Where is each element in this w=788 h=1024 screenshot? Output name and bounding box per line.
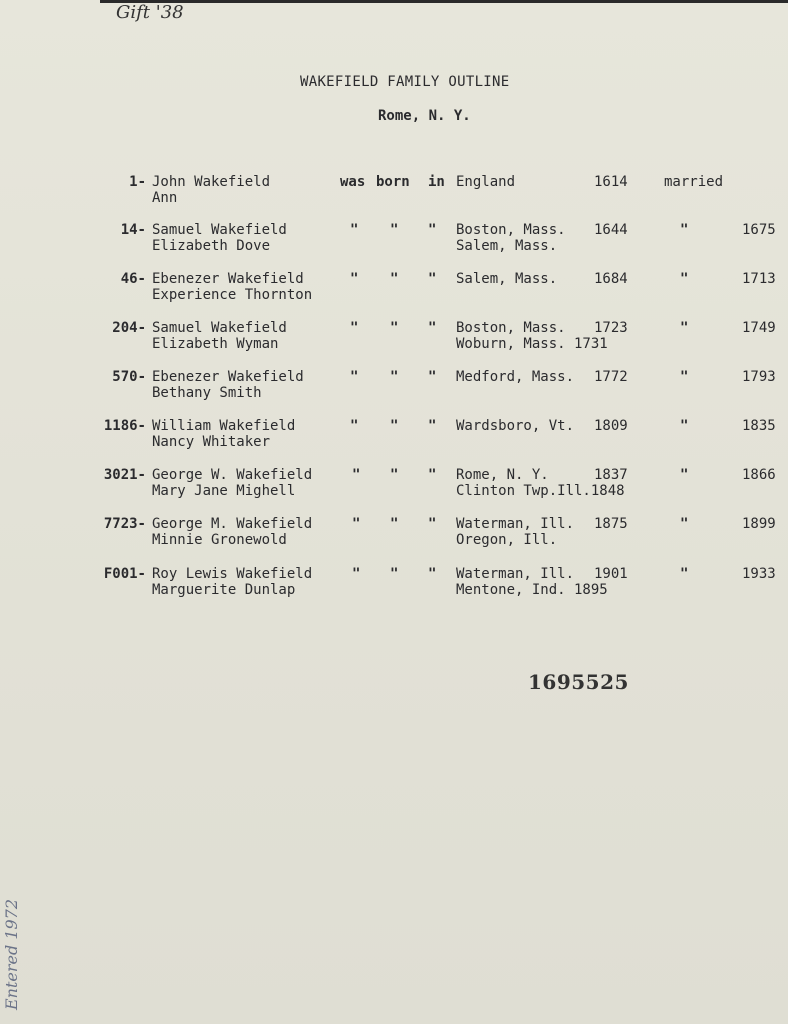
- column-was: was: [340, 174, 366, 190]
- column-born: born: [376, 174, 410, 190]
- entry-place: Waterman, Ill.: [456, 516, 575, 532]
- ditto-mark: ": [680, 418, 689, 434]
- entry-number: 570-: [112, 369, 146, 385]
- entry-married-year: 1899: [742, 516, 776, 532]
- entry-name: John Wakefield: [152, 174, 271, 190]
- entry-spouse: Ann: [152, 190, 178, 206]
- entry-spouse: Minnie Gronewold: [152, 532, 287, 548]
- entry-year: 1809: [594, 418, 628, 434]
- reference-number: 1695525: [528, 670, 629, 694]
- ditto-mark: ": [428, 320, 437, 336]
- page-subtitle: Rome, N. Y.: [378, 108, 471, 124]
- ditto-mark: ": [428, 271, 437, 287]
- ditto-mark: ": [680, 516, 689, 532]
- entry-married-year: 1749: [742, 320, 776, 336]
- entry-place: Wardsboro, Vt.: [456, 418, 575, 434]
- entry-number: 1-: [129, 174, 146, 190]
- entry-spouse-place: Oregon, Ill.: [456, 532, 558, 548]
- entry-spouse: Marguerite Dunlap: [152, 582, 296, 598]
- entry-number: 1186-: [103, 418, 146, 434]
- entry-spouse: Elizabeth Dove: [152, 238, 271, 254]
- entry-year: 1684: [594, 271, 628, 287]
- entry-number: 14-: [120, 222, 146, 238]
- entry-spouse-place: Salem, Mass.: [456, 238, 558, 254]
- entry-name: Samuel Wakefield: [152, 222, 287, 238]
- ditto-mark: ": [680, 271, 689, 287]
- entry-name: William Wakefield: [152, 418, 296, 434]
- ditto-mark: ": [428, 566, 437, 582]
- column-in: in: [428, 174, 445, 190]
- ditto-mark: ": [390, 222, 399, 238]
- entry-number: 204-: [112, 320, 146, 336]
- ditto-mark: ": [680, 222, 689, 238]
- entry-name: Ebenezer Wakefield: [152, 369, 304, 385]
- ditto-mark: ": [350, 320, 359, 336]
- entry-place: Boston, Mass.: [456, 320, 566, 336]
- entry-spouse-place: Woburn, Mass. 1731: [456, 336, 608, 352]
- ditto-mark: ": [390, 320, 399, 336]
- top-border-line: [100, 0, 788, 3]
- entry-spouse: Mary Jane Mighell: [152, 483, 296, 499]
- entry-year: 1723: [594, 320, 628, 336]
- column-married: married: [664, 174, 724, 190]
- entry-married-year: 1933: [742, 566, 776, 582]
- ditto-mark: ": [390, 566, 399, 582]
- page-title: WAKEFIELD FAMILY OUTLINE: [300, 74, 510, 90]
- ditto-mark: ": [680, 320, 689, 336]
- entry-place: Boston, Mass.: [456, 222, 566, 238]
- ditto-mark: ": [350, 271, 359, 287]
- entry-year: 1901: [594, 566, 628, 582]
- ditto-mark: ": [390, 467, 399, 483]
- handwritten-accession-note: Gift '38: [116, 2, 184, 23]
- ditto-mark: ": [352, 566, 361, 582]
- entry-number: 3021-: [103, 467, 146, 483]
- entry-year: 1772: [594, 369, 628, 385]
- ditto-mark: ": [428, 467, 437, 483]
- entry-spouse-place: Clinton Twp.Ill.1848: [456, 483, 625, 499]
- entry-place: Medford, Mass.: [456, 369, 575, 385]
- entry-place: Rome, N. Y.: [456, 467, 549, 483]
- entry-number: 7723-: [103, 516, 146, 532]
- handwritten-margin-note: Entered 1972: [2, 898, 21, 1010]
- entry-name: Roy Lewis Wakefield: [152, 566, 313, 582]
- entry-year: 1644: [594, 222, 628, 238]
- entry-married-year: 1713: [742, 271, 776, 287]
- entry-name: George M. Wakefield: [152, 516, 313, 532]
- ditto-mark: ": [428, 222, 437, 238]
- ditto-mark: ": [390, 369, 399, 385]
- entry-spouse: Experience Thornton: [152, 287, 313, 303]
- ditto-mark: ": [390, 418, 399, 434]
- ditto-mark: ": [428, 369, 437, 385]
- ditto-mark: ": [350, 369, 359, 385]
- entry-place: Salem, Mass.: [456, 271, 558, 287]
- ditto-mark: ": [350, 418, 359, 434]
- ditto-mark: ": [680, 369, 689, 385]
- entry-place: England: [456, 174, 516, 190]
- entry-married-year: 1675: [742, 222, 776, 238]
- entry-name: George W. Wakefield: [152, 467, 313, 483]
- ditto-mark: ": [390, 516, 399, 532]
- entry-place: Waterman, Ill.: [456, 566, 575, 582]
- entry-spouse-place: Mentone, Ind. 1895: [456, 582, 608, 598]
- entry-married-year: 1835: [742, 418, 776, 434]
- entry-married-year: 1793: [742, 369, 776, 385]
- ditto-mark: ": [428, 516, 437, 532]
- ditto-mark: ": [680, 566, 689, 582]
- ditto-mark: ": [352, 467, 361, 483]
- entry-year: 1837: [594, 467, 628, 483]
- entry-spouse: Bethany Smith: [152, 385, 262, 401]
- ditto-mark: ": [428, 418, 437, 434]
- entry-number: 46-: [120, 271, 146, 287]
- entry-spouse: Elizabeth Wyman: [152, 336, 279, 352]
- ditto-mark: ": [350, 222, 359, 238]
- entry-name: Samuel Wakefield: [152, 320, 287, 336]
- ditto-mark: ": [680, 467, 689, 483]
- entry-name: Ebenezer Wakefield: [152, 271, 304, 287]
- entry-married-year: 1866: [742, 467, 776, 483]
- ditto-mark: ": [352, 516, 361, 532]
- entry-year: 1614: [594, 174, 628, 190]
- entry-spouse: Nancy Whitaker: [152, 434, 271, 450]
- entry-year: 1875: [594, 516, 628, 532]
- ditto-mark: ": [390, 271, 399, 287]
- entry-number: F001-: [103, 566, 146, 582]
